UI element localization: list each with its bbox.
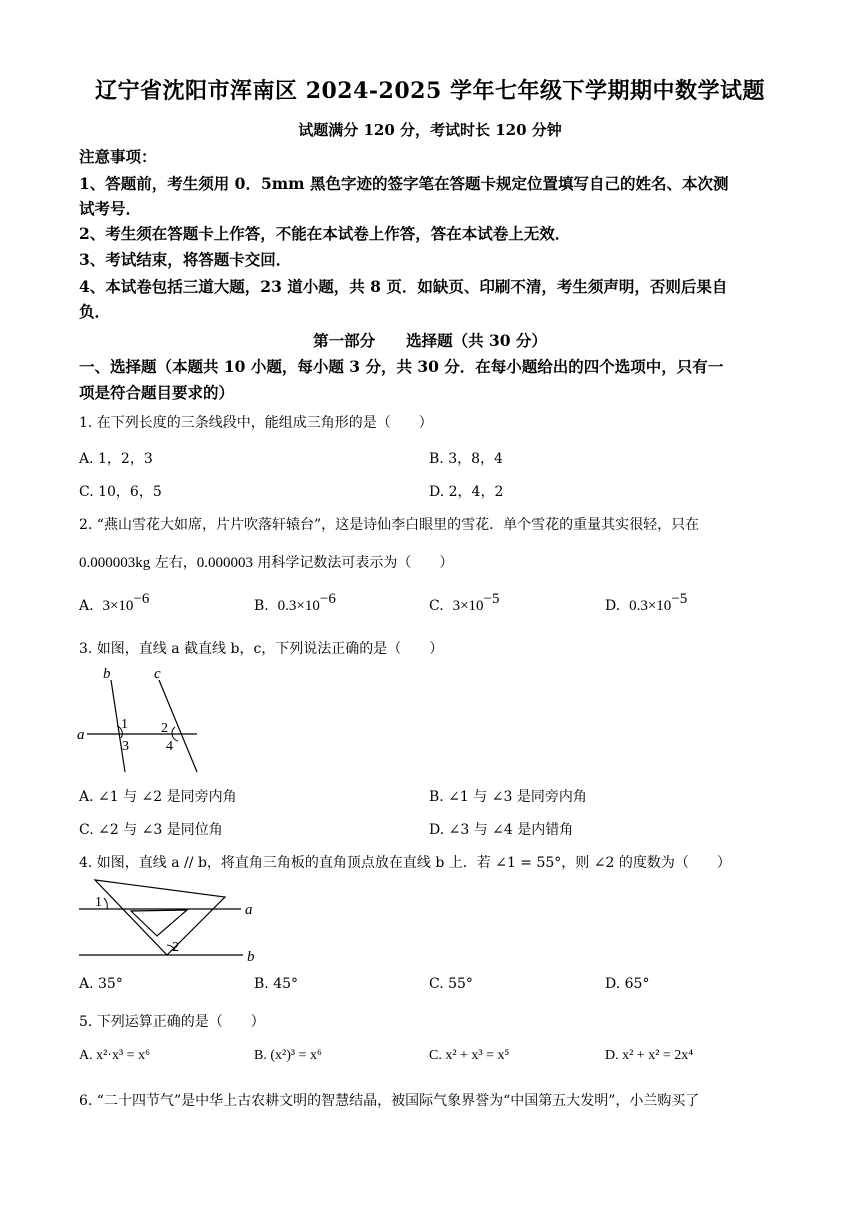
page-title: 辽宁省沈阳市浑南区 2024-2025 学年七年级下学期期中数学试题 <box>95 78 765 104</box>
q2-number: 0.000003 <box>196 555 253 571</box>
label-2: 2 <box>172 940 179 955</box>
exam-info: 试题满分 120 分，考试时长 120 分钟 <box>298 121 562 139</box>
q5-option-a: A. x²·x³ = x⁶ <box>79 1048 150 1063</box>
q2-mass-value: 0.000003kg <box>79 555 151 571</box>
label-1: 1 <box>121 717 128 732</box>
set-square-outer <box>95 880 225 955</box>
q2-text-1: 左右， <box>150 555 197 571</box>
q3-option-b: B. ∠1 与 ∠3 是同旁内角 <box>429 789 587 805</box>
note-4-cont: 负． <box>79 302 111 321</box>
q1-stem: 1. 在下列长度的三条线段中，能组成三角形的是（ ） <box>79 415 433 431</box>
note-3: 3、考试结束，将答题卡交回． <box>79 250 292 269</box>
label-b: b <box>103 666 111 682</box>
q2-option-a: A. $3\times 10^{-6}$ <box>79 591 150 614</box>
q2-stem: 2. “燕山雪花大如席，片片吹落轩辕台”，这是诗仙李白眼里的雪花．单个雪花的重量其实很轻，只在 <box>79 517 700 533</box>
label-a: a <box>77 727 85 743</box>
section-instructions-cont: 项是符合题目要求的） <box>79 383 235 402</box>
label-1: 1 <box>95 895 102 910</box>
q1-option-b: B. 3，8，4 <box>429 451 503 467</box>
q6-stem: 6. “二十四节气”是中华上古农耕文明的智慧结晶，被国际气象界誉为“中国第五大发明”，小兰购买了 <box>79 1093 700 1109</box>
q4-option-c: C. 55° <box>429 976 473 992</box>
q2-text-2: 用科学记数法可表示为（ ） <box>252 555 454 571</box>
q3-option-c: C. ∠2 与 ∠3 是同位角 <box>79 822 223 838</box>
label-4: 4 <box>166 739 173 754</box>
q3-option-a: A. ∠1 与 ∠2 是同旁内角 <box>79 789 237 805</box>
note-2: 2、考生须在答题卡上作答，不能在本试卷上作答，答在本试卷上无效． <box>79 224 571 243</box>
q2-option-d: D. $0.3\times 10^{-5}$ <box>605 591 688 614</box>
q5-option-d: D. x² + x² = 2x⁴ <box>605 1048 694 1063</box>
note-1: 1、答题前，考生须用 0．5mm 黑色字迹的签字笔在答题卡规定位置填写自己的姓名、本次测 <box>79 174 729 193</box>
q5-stem: 5. 下列运算正确的是（ ） <box>79 1014 265 1030</box>
q4-figure <box>75 872 265 967</box>
set-square-inner <box>131 910 187 936</box>
note-4: 4、本试卷包括三道大题，23 道小题，共 8 页．如缺页、印刷不清，考生须声明，否则后果自 <box>79 277 728 296</box>
section-instructions: 一、选择题（本题共 10 小题，每小题 3 分，共 30 分．在每小题给出的四个选项中，只有一 <box>79 357 724 376</box>
q4-stem: 4. 如图，直线 a // b，将直角三角板的直角顶点放在直线 b 上．若 ∠1 = 55°，则 ∠2 的度数为（ ） <box>79 855 731 871</box>
label-3: 3 <box>122 739 129 754</box>
q3-option-d: D. ∠3 与 ∠4 是内错角 <box>429 822 574 838</box>
q5-option-b: B. (x²)³ = x⁶ <box>254 1048 322 1063</box>
q5-option-c: C. x² + x³ = x⁵ <box>429 1048 510 1063</box>
label-2: 2 <box>161 721 168 736</box>
q4-option-d: D. 65° <box>605 976 650 992</box>
q3-stem: 3. 如图，直线 a 截直线 b，c，下列说法正确的是（ ） <box>79 641 444 657</box>
label-a: a <box>245 902 253 918</box>
q2-option-b: B. $0.3\times 10^{-6}$ <box>254 591 336 614</box>
q1-option-a: A. 1，2，3 <box>79 451 153 467</box>
q4-option-a: A. 35° <box>79 976 123 992</box>
label-b: b <box>247 949 255 965</box>
part1-heading: 第一部分 选择题（共 30 分） <box>313 331 547 350</box>
q1-option-c: C. 10，6，5 <box>79 484 162 500</box>
notes-heading: 注意事项： <box>79 147 157 166</box>
note-1-cont: 试考号． <box>79 199 142 218</box>
q2-option-c: C. $3\times 10^{-5}$ <box>429 591 500 614</box>
q4-option-b: B. 45° <box>254 976 299 992</box>
q1-option-d: D. 2，4，2 <box>429 484 504 500</box>
q2-stem-cont <box>79 552 453 572</box>
label-c: c <box>154 666 161 682</box>
q3-figure <box>75 660 205 775</box>
angle-arc-1 <box>104 898 107 909</box>
